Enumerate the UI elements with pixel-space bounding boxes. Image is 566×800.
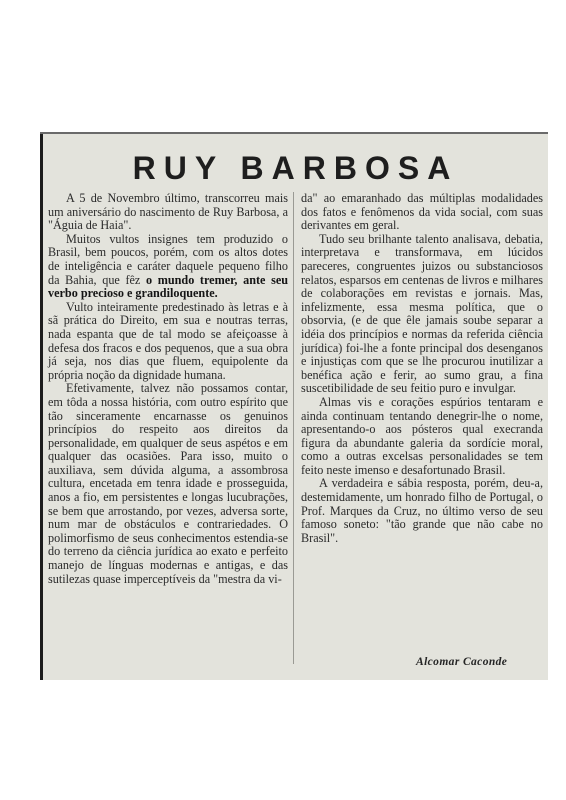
left-paragraph-2-bold: o mundo tremer, ante seu verbo precioso e grandiloquente. (48, 272, 289, 301)
left-paragraph-3: Vulto inteiramente predestinado às letras e à sã prática do Direito, em sua e noutras terras, nada espanta que de tal modo se afeiçoasse à defesa dos fracos e dos pequenos, que a sua obra já seja, nos dias que fluem, equipolente da própria noção da dignidade humana. (48, 299, 288, 382)
left-border-rule (40, 134, 43, 680)
article-title: RUY BARBOSA (132, 150, 459, 186)
left-paragraph-2-text: Muitos vultos insignes tem produzido o Brasil, bem poucos, porém, com os altos dotes de inteligência e caráter daquele pequeno filho da Bahia, que fêz (48, 231, 288, 287)
left-paragraph-2 (48, 233, 288, 301)
author-signature: Alcomar Caconde (416, 656, 508, 668)
top-rule (40, 132, 548, 134)
right-paragraph-2: Tudo seu brilhante talento analisava, debatia, interpretava e transformava, em lúcidos pareceres, congruentes juizos ou substanciosos relatos, esparsos em centenas de livros e milhares de colaborações em revistas e jornais. Mas, infelizmente, essa mesma política, que o obsorvia, (e de que êle jamais soube separar a idéia dos princípios e normas da referida ciência jurídica) foi-lhe a fonte principal dos desenganos e injustiças com que se lhe procurou inutilizar a benéfica ação e ferir, ao sumo grau, a fina suscetibilidade de seu feitio puro e invulgar. (301, 231, 543, 396)
left-column (48, 192, 288, 586)
left-paragraph-1: A 5 de Novembro último, transcorreu mais um aniversário do nascimento de Ruy Barbosa, a "Águia de Haia". (48, 191, 288, 233)
column-divider (293, 192, 294, 664)
right-paragraph-3: Almas vis e corações espúrios tentaram e ainda continuam tentando denegrir-lhe o nome, apresentando-o aos pósteros qual execranda figura da abundante galeria da sordície moral, como a outras excelsas personalidades se tem feito neste imenso e desafortunado Brasil. (301, 394, 543, 477)
left-paragraph-4: Efetivamente, talvez não possamos contar, em tôda a nossa história, com outro espírito que tão sinceramente encarnasse os genuinos princípios do respeito aos direitos da personalidade, em qualquer de seus aspétos e em qualquer das ocasiões. Para isso, muito o auxiliava, sem dúvida alguma, a assombrosa cultura, encetada em tenra idade e prosseguida, anos a fio, em persistentes e longas lucubrações, se bem que arrostando, por vezes, adversa sorte, num mar de obstáculos e contrariedades. O polimorfismo de seus conhecimentos estendia-se do terreno da ciência jurídica ao exato e perfeito manejo de línguas modernas e antigas, e das sutilezas quase imperceptíveis da "mestra da vi- (48, 381, 288, 586)
right-column (301, 192, 543, 545)
right-paragraph-4: A verdadeira e sábia resposta, porém, deu-a, destemidamente, um honrado filho de Portugal, o Prof. Marques da Cruz, no último verso de seu famoso soneto: "tão grande que não cabe no Brasil". (301, 476, 543, 545)
right-paragraph-1: da" ao emaranhado das múltiplas modalidades dos fatos e fenômenos da vida social, com suas derivantes em geral. (301, 191, 543, 233)
